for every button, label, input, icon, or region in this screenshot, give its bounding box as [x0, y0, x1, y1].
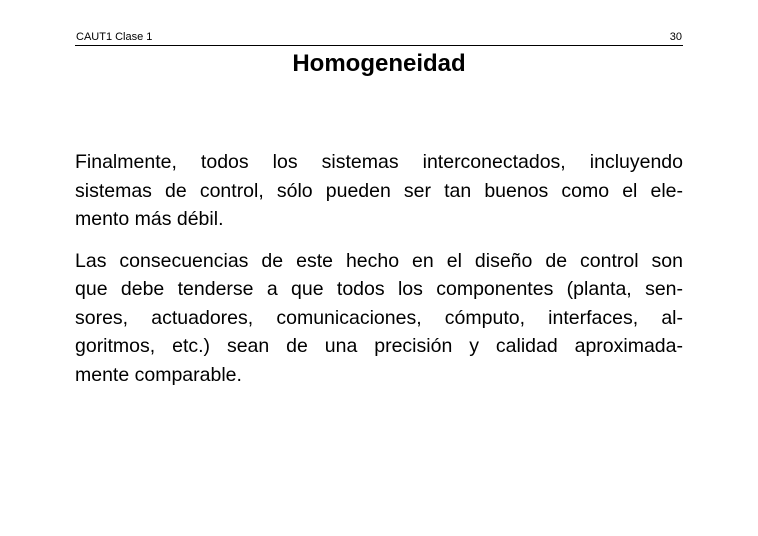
paragraph-line: sores, actuadores, comunicaciones, cómputo, interfaces, al-: [75, 306, 683, 329]
page-title: Homogeneidad: [292, 50, 466, 77]
page-number: 30: [669, 31, 682, 43]
paragraph-line: goritmos, etc.) sean de una precisión y calidad aproximada-: [75, 335, 683, 357]
paragraph-line: Finalmente, todos los sistemas interconectados, incluyendo: [75, 151, 683, 173]
body-text: [75, 148, 683, 402]
paragraph-line: sistemas de control, sólo pueden ser tan buenos como el ele-: [75, 179, 683, 202]
paragraph-1: [75, 148, 683, 234]
paragraph-line: mente comparable.: [75, 363, 242, 386]
running-header: [75, 31, 683, 46]
paragraph-2: [75, 247, 683, 390]
course-label: CAUT1 Clase 1: [76, 31, 153, 43]
paragraph-line: mento más débil.: [75, 208, 224, 230]
paragraph-line: Las consecuencias de este hecho en el diseño de control son: [75, 249, 683, 272]
paragraph-line: que debe tenderse a que todos los componentes (planta, sen-: [75, 278, 683, 300]
